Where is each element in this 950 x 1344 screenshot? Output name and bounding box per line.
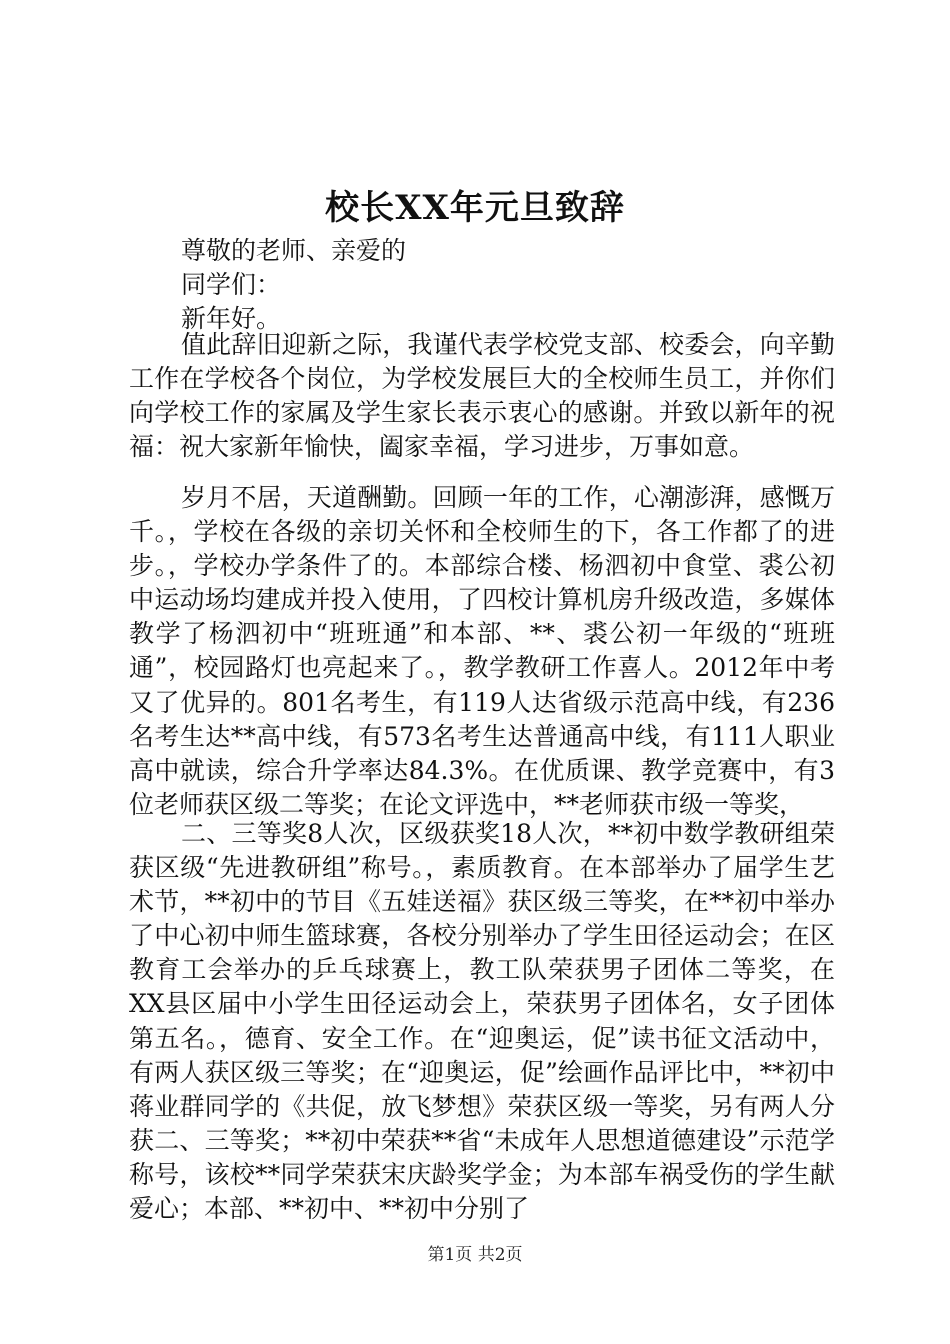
greeting-line: 尊敬的老师、亲爱的 bbox=[181, 236, 407, 265]
body-paragraph-block-3 bbox=[129, 817, 835, 1226]
greeting-line: 新年好。 bbox=[181, 304, 282, 334]
greeting-block bbox=[129, 234, 835, 336]
body-paragraph: 值此辞旧迎新之际，我谨代表学校党支部、校委会，向辛勤工作在学校各个岗位，为学校发展巨大的全校师生员工，并你们向学校工作的家属及学生家长表示衷心的感谢。并致以新年的祝福：祝大家新年愉快，阖家幸福，学习进步，万事如意。 bbox=[129, 330, 835, 462]
body-paragraph: 二、三等奖8人次，区级获奖18人次，**初中数学教研组荣获区级“先进教研组”称号。，素质教育。在本部举办了届学生艺术节，**初中的节目《五娃送福》获区级三等奖，在**初中举办了中心初中师生篮球赛，各校分别举办了学生田径运动会；在区教育工会举办的乒乓球赛上，教工队荣获男子团体二等奖，在XX县区届中小学生田径运动会上，荣获男子团体名，女子团体第五名。，德育、安全工作。在“迎奥运，促”读书征文活动中，有两人获区级三等奖；在“迎奥运，促”绘画作品评比中，**初中蒋业群同学的《共促，放飞梦想》荣获区级一等奖，另有两人分获二、三等奖；**初中荣获**省“未成年人思想道德建设”示范学称号，该校**同学荣获宋庆龄奖学金；为本部车祸受伤的学生献爱心；本部、**初中、**初中分别了 bbox=[129, 819, 835, 1224]
greeting-line: 同学们： bbox=[181, 270, 282, 300]
document-title: 校长XX年元旦致辞 bbox=[325, 188, 625, 228]
page-number-footer: 第1页 共2页 bbox=[427, 1245, 523, 1265]
body-paragraph-block-2 bbox=[129, 481, 835, 822]
body-paragraph-block-1 bbox=[129, 328, 835, 464]
body-paragraph: 岁月不居，天道酬勤。回顾一年的工作，心潮澎湃，感慨万千。，学校在各级的亲切关怀和全校师生的下，各工作都了的进步。，学校办学条件了的。本部综合楼、杨泗初中食堂、裘公初中运动场均建成并投入使用，了四校计算机房升级改造，多媒体教学了杨泗初中“班班通”和本部、**、裘公初一年级的“班班通”，校园路灯也亮起来了。，教学教研工作喜人。2012年中考又了优异的。801名考生，有119人达省级示范高中线，有236名考生达**高中线，有573名考生达普通高中线，有111人职业高中就读，综合升学率达84.3%。在优质课、教学竞赛中，有3位老师获区级二等奖；在论文评选中，**老师获市级一等奖， bbox=[129, 483, 835, 819]
